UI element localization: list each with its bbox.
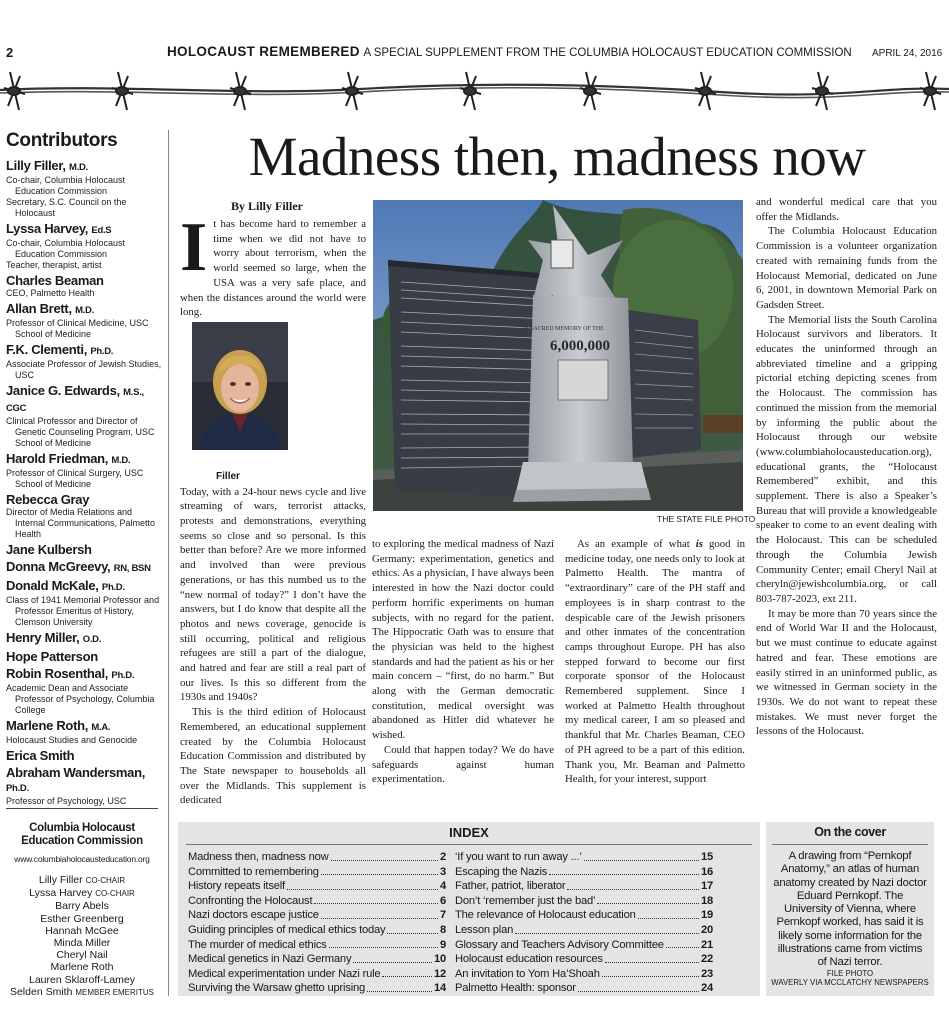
index-entry-title: Madness then, madness now	[188, 851, 329, 863]
commission-member	[6, 974, 158, 986]
contributor-role: Academic Dean and Associate Professor of Psychology, Columbia College	[6, 683, 155, 715]
contributor-degree: Ph.D.	[111, 670, 135, 681]
index-entry[interactable]	[455, 967, 713, 982]
contributor-name-text: Janice G. Edwards	[6, 383, 117, 398]
contributor-name: Henry Miller, O.D.	[6, 630, 102, 645]
contributor-degree: Ph.D.	[6, 783, 29, 794]
paragraph: It may be more than 70 years since the end of World War II and the Holocaust, but we must continue to educate against hatred and fear. These emotions are easily stirred in an uninformed public, as we witnessed in German society in the 1930s. We do not want to repeat these mistakes. We must never forget the lessons of the Holocaust.	[756, 607, 937, 738]
drop-cap: I	[180, 209, 208, 286]
barb-knot	[812, 72, 833, 110]
index-entry[interactable]	[188, 908, 446, 923]
article-headline: Madness then, madness now	[248, 126, 866, 187]
cover-photo-credit	[766, 969, 934, 987]
contributor-name	[6, 493, 164, 507]
article-byline: By Lilly Filler	[231, 199, 303, 213]
index-list-left	[188, 850, 446, 996]
contributor-name: Allan Brett, M.D.	[6, 301, 94, 316]
contributor-degree: M.S., CGC	[6, 387, 144, 414]
column-divider	[168, 130, 169, 996]
index-leader-dots	[549, 865, 699, 876]
on-the-cover-box	[766, 822, 934, 996]
index-entry[interactable]	[455, 908, 713, 923]
paragraph: to exploring the medical madness of Nazi Germany: experimentation, genetics and ethics. As a physician, I have always been interested in how the Nazi doctor could perform horrific experiments on human subjects, with no regard for the patient. The Hippocratic Oath was to ensure that the physician was held to the highest standards and had the patient as his or her main concern – “first, do no harm.” But along with the German democratic constitution, medical oversight was abandoned as Hitler did whatever he wished.	[372, 538, 554, 742]
index-entry[interactable]	[455, 981, 713, 996]
index-leader-dots	[387, 923, 438, 934]
barb-knot	[4, 72, 25, 110]
index-leader-dots	[314, 894, 438, 905]
index-entry-title: Lesson plan	[455, 923, 514, 936]
index-entry-title: The murder of medical ethics	[188, 938, 327, 951]
index-entry[interactable]	[188, 923, 446, 938]
paragraph: and wonderful medical care that you offer the Midlands.	[756, 196, 937, 223]
member-role: MEMBER EMERITUS	[75, 987, 155, 997]
member-name: Minda Miller	[53, 937, 111, 950]
contributors-sidebar	[6, 130, 164, 807]
index-entry-title: Palmetto Health: sponsor	[455, 982, 576, 995]
commission-members	[6, 874, 158, 999]
contributor-name-text: Robin Rosenthal	[6, 666, 105, 681]
index-entry-page: 4	[439, 880, 446, 893]
article-column-2	[372, 537, 554, 787]
index-entry-page: 18	[700, 894, 713, 907]
issue-date: APRIL 24, 2016	[872, 48, 943, 59]
contributor-name-text: Erica Smith	[6, 748, 75, 763]
contributor-name: Harold Friedman, M.D.	[6, 451, 131, 466]
plaque-inscription: IN SACRED MEMORY OF THE	[522, 326, 604, 332]
contributor-name: Lyssa Harvey, Ed.S	[6, 221, 112, 236]
cover-credit-line1: FILE PHOTO	[826, 969, 874, 978]
index-entry-title: Escaping the Nazis	[455, 865, 548, 878]
contributor-name	[6, 749, 164, 763]
cover-description: A drawing from “Pernkopf Anatomy,” an atlas of human anatomy created by Nazi doctor Eduard Pernkopf. The University of Vienna, where Pernkopf worked, has said it is likely some information for the illustrations came from victims of Nazi terror.	[773, 850, 927, 969]
contributor-name-text: Lyssa Harvey	[6, 221, 85, 236]
index-entry-page: 12	[433, 967, 446, 980]
contributor-name-text: Rebecca Gray	[6, 492, 90, 507]
member-name: Lauren Sklaroff-Lamey	[28, 973, 136, 986]
index-entry-page: 21	[700, 938, 713, 951]
paragraph-text: As an example of what	[577, 538, 696, 550]
member-name: Lyssa Harvey	[29, 887, 93, 900]
index-entry[interactable]	[188, 865, 446, 880]
index-entry[interactable]	[188, 967, 446, 982]
article-column-4	[756, 195, 937, 739]
author-photo-block	[180, 322, 280, 466]
contributor-name-text: Allan Brett	[6, 301, 69, 316]
cover-credit-line2: WAVERLY VIA MCCLATCHY NEWSPAPERS	[771, 978, 929, 987]
paragraph: The Columbia Holocaust Education Commission is a volunteer organization created with remaining funds from the Holocaust Memorial, dedicated on June 6, 2001, in downtown Memorial Park on Gadsden Street.	[756, 225, 937, 311]
index-entry[interactable]	[455, 850, 713, 865]
commission-member	[6, 900, 158, 912]
contributor-name-text: Donna McGreevy	[6, 559, 108, 574]
index-entry-title: History repeats itself	[188, 880, 285, 893]
commission-member	[6, 961, 158, 973]
author-photo-caption: Filler	[216, 470, 240, 482]
contributor-role: Co-chair, Columbia Holocaust Education Commission	[6, 175, 126, 196]
commission-member	[6, 874, 158, 887]
index-entry-page: 10	[433, 953, 446, 966]
contributor-degree: M.D.	[75, 305, 94, 316]
index-leader-dots	[597, 894, 699, 905]
contributor-degree: M.D.	[69, 162, 88, 173]
contributors-heading: Contributors	[6, 130, 118, 151]
index-entry-title: Nazi doctors escape justice	[188, 909, 319, 922]
commission-member	[6, 937, 158, 949]
commission-member	[6, 986, 158, 999]
index-entry[interactable]	[455, 938, 713, 953]
index-entry-page: 8	[439, 923, 446, 936]
index-leader-dots	[605, 952, 699, 963]
index-entry[interactable]	[188, 952, 446, 967]
page-number: 2	[6, 45, 14, 60]
supplement-header	[167, 44, 852, 59]
index-heading: INDEX	[449, 825, 489, 840]
contributor-degree: Ed.S	[91, 225, 112, 236]
index-entry-page: 24	[700, 982, 713, 995]
contributor-role: Director of Media Relations and Internal Communications, Palmetto Health	[6, 507, 156, 539]
index-list-right	[455, 850, 713, 996]
contributor-role: Clinical Professor and Director of Genetic Counseling Program, USC School of Medicine	[6, 416, 155, 448]
index-leader-dots	[666, 938, 699, 949]
emphasis: is	[695, 538, 703, 550]
index-leader-dots	[567, 879, 698, 890]
index-entry-page: 6	[439, 894, 446, 907]
contributor-name: Lilly Filler, M.D.	[6, 158, 88, 173]
contributor-role: Professor of Clinical Surgery, USC School of Medicine	[6, 468, 144, 489]
contributor-name: Robin Rosenthal, Ph.D.	[6, 666, 135, 681]
contributor-name	[6, 543, 164, 557]
paragraph-text: Today, with a 24-hour news cycle and live streaming of wars, terrorist attacks, protests and demonstrations, everything seems so close and so personal. Is this better than before? Are we more informed and involved than were previous generations, or has this numbed us to the “new normal of today?” I don’t have the answers, but I do know that despite all the photos and news coverage, genocide is still occurring, political and religious refugees are still a part of the dialogue, and hatred and fear are still a real part of our lives. Is this so different from the 1930s and 1940s?	[180, 485, 366, 704]
paragraph: Could that happen today? We do have safeguards against human experimentation.	[372, 743, 554, 786]
commission-url[interactable]: www.columbiaholocausteducation.org	[14, 854, 150, 864]
commission-member	[6, 925, 158, 937]
contributor-role: Professor of Psychology, USC	[6, 796, 127, 806]
contributor-degree: RN, BSN	[113, 563, 151, 574]
index-entry-title: Don’t ‘remember just the bad’	[455, 894, 596, 907]
index-leader-dots	[638, 908, 699, 919]
index-entry-page: 15	[700, 851, 713, 863]
index-leader-dots	[367, 981, 432, 992]
index-entry[interactable]	[455, 894, 713, 909]
photo-credit: THE STATE FILE PHOTO	[657, 514, 756, 524]
index-entry-title: ‘If you want to run away ...’	[455, 851, 582, 863]
index-leader-dots	[353, 952, 432, 963]
contributor-name	[6, 650, 164, 664]
commission-member	[6, 887, 158, 900]
commission-title-line1: Columbia Holocaust	[29, 822, 135, 834]
contributor-role: Class of 1941 Memorial Professor and Professor Emeritus of History, Clemson University	[6, 595, 160, 627]
index-entry-page: 19	[700, 909, 713, 922]
index-entry[interactable]	[188, 894, 446, 909]
index-entry-title: Confronting the Holocaust	[188, 894, 313, 907]
index-entry-title: Guiding principles of medical ethics today	[188, 923, 386, 936]
contributor-name	[6, 274, 164, 288]
contributor-degree: M.D.	[111, 455, 131, 466]
commission-title	[6, 822, 158, 848]
contributor-role: Co-chair, Columbia Holocaust Education Commission	[6, 238, 126, 259]
barbed-wire-divider	[0, 62, 949, 118]
barb-knot	[920, 72, 941, 110]
contributor-role: Teacher, therapist, artist	[6, 260, 102, 270]
index-entry-page: 2	[439, 851, 446, 863]
index-entry-page: 16	[700, 865, 713, 878]
index-entry-page: 9	[439, 938, 446, 951]
index-leader-dots	[321, 865, 438, 876]
index-entry-title: An invitation to Yom Ha’Shoah	[455, 967, 600, 980]
index-leader-dots	[602, 967, 699, 978]
section-title: HOLOCAUST REMEMBERED	[167, 44, 360, 59]
index-leader-dots	[331, 850, 438, 861]
contributor-name-text: Marlene Roth	[6, 718, 85, 733]
barb-knot	[460, 72, 481, 110]
commission-title-line2: Education Commission	[21, 835, 143, 847]
member-role: CO-CHAIR	[85, 876, 126, 885]
contributor-role: CEO, Palmetto Health	[6, 288, 95, 298]
contributor-name: Abraham Wandersman, Ph.D.	[6, 765, 146, 794]
contributor-name-text: Lilly Filler	[6, 158, 63, 173]
index-entry-title: Surviving the Warsaw ghetto uprising	[188, 982, 366, 995]
contributor-name-text: Harold Friedman	[6, 451, 105, 466]
index-entry-page: 14	[433, 982, 446, 995]
supplement-subtitle: A SPECIAL SUPPLEMENT FROM THE COLUMBIA HOLOCAUST EDUCATION COMMISSION	[363, 47, 852, 59]
index-entry-title: Holocaust education resources	[455, 953, 603, 966]
index-entry-page: 17	[700, 880, 713, 893]
index-entry[interactable]	[188, 981, 446, 996]
sidebar-divider	[6, 808, 158, 809]
commission-box	[6, 822, 158, 999]
article-column-1	[180, 209, 366, 808]
commission-member	[6, 949, 158, 961]
member-role: CO-CHAIR	[95, 889, 135, 899]
article-column-3	[565, 537, 745, 787]
member-name: Selden Smith	[9, 985, 73, 998]
index-entry-title: Medical experimentation under Nazi rule	[188, 967, 381, 980]
member-name: Esther Greenberg	[40, 912, 124, 925]
index-entry-title: Father, patriot, liberator	[455, 880, 566, 893]
plaque-number: 6,000,000	[550, 338, 610, 354]
contributor-degree: Ph.D.	[90, 346, 114, 357]
barb-knot	[342, 72, 363, 110]
contributor-degree: O.D.	[82, 634, 102, 645]
index-entry[interactable]	[455, 923, 713, 938]
index-entry-title: The relevance of Holocaust education	[455, 909, 636, 922]
contributor-name-text: Charles Beaman	[6, 273, 104, 288]
barb-knot	[112, 72, 133, 110]
paragraph-text: good in medicine today, one needs only to look at Palmetto Health. The mantra of “extraordinary” care of the PH staff and employees is in sharp contrast to the despicable care of the Jewish prisoners and other inmates of the concentration camps throughout Europe. PH has also stepped forward to become our first corporate sponsor of the Holocaust Remembered supplement. Since I worked at Palmetto Health throughout my medical career, I am so pleased and thankful that Mr. Charles Beaman, CEO of PH agreed to be a part of this edition. Thank you, Mr. Beaman and Palmetto Health, for your interest, support	[565, 538, 745, 786]
index-entry[interactable]	[188, 879, 446, 894]
member-name: Marlene Roth	[50, 961, 114, 974]
author-portrait	[192, 322, 288, 450]
contributor-role: Associate Professor of Jewish Studies, USC	[6, 359, 162, 380]
contributor-degree: Ph.D.	[101, 582, 125, 593]
contributor-role: Secretary, S.C. Council on the Holocaust	[6, 197, 127, 218]
contributor-name: Donna McGreevy, RN, BSN	[6, 559, 151, 574]
index-entry[interactable]	[455, 952, 713, 967]
index-entry-title: Glossary and Teachers Advisory Committee	[455, 938, 664, 951]
index-entry-title: Committed to remembering	[188, 865, 319, 878]
index-box	[178, 822, 760, 996]
index-leader-dots	[287, 879, 438, 890]
member-name: Barry Abels	[55, 900, 109, 913]
index-entry[interactable]	[455, 865, 713, 880]
paragraph	[565, 537, 745, 787]
barb-knot	[580, 72, 601, 110]
index-entry-page: 3	[439, 865, 446, 878]
index-entry-page: 7	[439, 909, 446, 922]
contributor-role: Holocaust Studies and Genocide	[6, 735, 138, 745]
cover-heading: On the cover	[814, 825, 886, 839]
contributors-list	[6, 159, 164, 807]
index-leader-dots	[515, 923, 699, 934]
cover-rule	[772, 844, 928, 845]
contributor-name-text: Hope Patterson	[6, 649, 98, 664]
contributor-name: F.K. Clementi, Ph.D.	[6, 342, 114, 357]
index-leader-dots	[321, 908, 438, 919]
index-leader-dots	[578, 981, 699, 992]
index-entry-page: 22	[700, 953, 713, 966]
contributor-name-text: Abraham Wandersman	[6, 765, 142, 780]
contributor-name-text: Donald McKale	[6, 578, 96, 593]
index-entry[interactable]	[455, 879, 713, 894]
paragraph: The Memorial lists the South Carolina Holocaust survivors and liberators. It educates the uninformed through an abbreviated timeline and a gripping pictorial etching depicting scenes from the Holocaust. The commission has continued the mission from the memorial by informing the public about the Holocaust through our website (www.columbiaholocausteducation.org), educational grants, the “Holocaust Remembered” exhibit, and this supplement. There is also a Speaker’s Bureau that will provide a knowledgeable speaker to come to an event dealing with the Holocaust. This can be scheduled through the Columbia Jewish Community Center; email Cheryl Nail at cheryln@jewishcolumbia.org, or call 803-787-2023, ext 211.	[756, 313, 937, 605]
contributor-name-text: F.K. Clementi	[6, 342, 84, 357]
index-entry[interactable]	[188, 850, 446, 865]
paragraph: This is the third edition of Holocaust Remembered, an educational supplement created by the Columbia Holocaust Education Commission and distributed by The State newspaper to households all over the Midlands. This supplement is dedicated	[180, 706, 366, 807]
index-leader-dots	[584, 850, 699, 861]
index-entry[interactable]	[188, 938, 446, 953]
contributor-role: Professor of Clinical Medicine, USC School of Medicine	[6, 318, 149, 339]
contributor-degree: M.A.	[91, 722, 111, 733]
contributor-name: Marlene Roth, M.A.	[6, 718, 111, 733]
holocaust-memorial-photo	[373, 200, 743, 511]
index-leader-dots	[329, 938, 438, 949]
contributor-name: Donald McKale, Ph.D.	[6, 578, 125, 593]
contributor-name-text: Jane Kulbersh	[6, 542, 92, 557]
member-name: Lilly Filler	[38, 874, 83, 886]
index-leader-dots	[382, 967, 432, 978]
index-entry-page: 23	[700, 967, 713, 980]
index-entry-title: Medical genetics in Nazi Germany	[188, 953, 352, 966]
contributor-name-text: Henry Miller	[6, 630, 77, 645]
index-entry-page: 20	[700, 923, 713, 936]
paragraph: t has become hard to remember a time when we did not have to worry about terrorism, when the world seemed so large, when the USA was a very safe place, and when the distances around the world were long.	[180, 218, 366, 319]
member-name: Hannah McGee	[45, 924, 119, 937]
index-rule	[186, 844, 752, 845]
member-name: Cheryl Nail	[56, 949, 108, 962]
contributor-name: Janice G. Edwards, M.S., CGC	[6, 383, 144, 414]
commission-member	[6, 913, 158, 925]
